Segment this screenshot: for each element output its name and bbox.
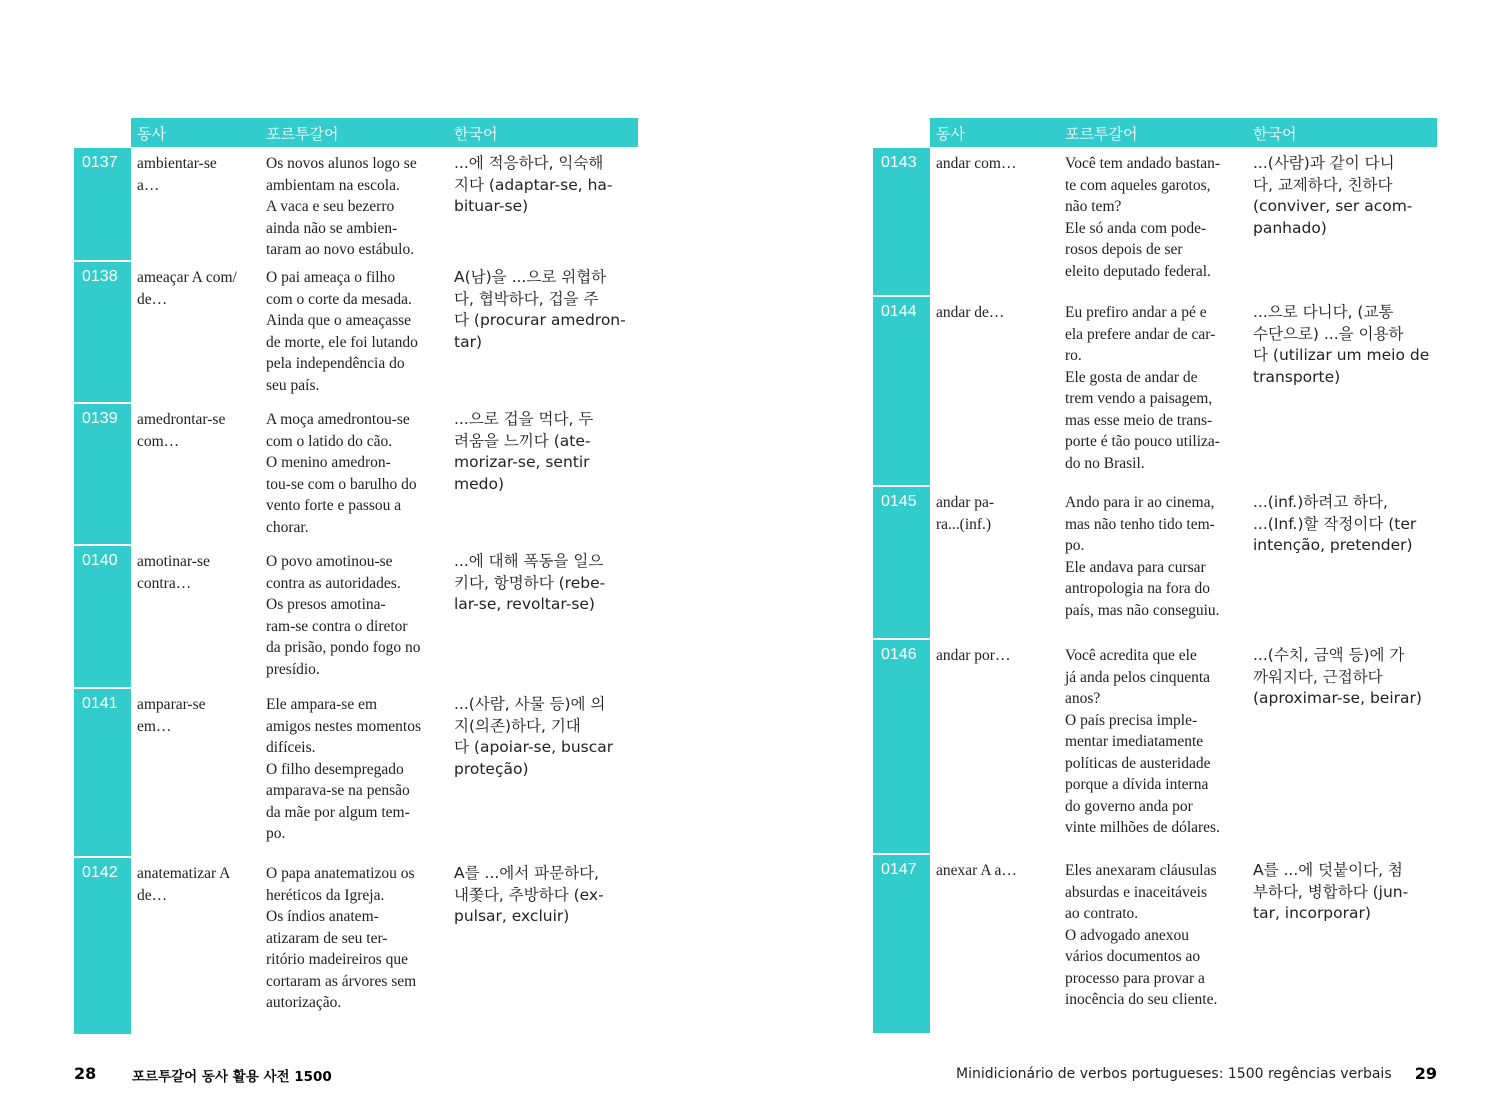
entry-portuguese-example-line: com o corte da mesada. [266, 290, 412, 308]
entry-portuguese-example [1065, 860, 1247, 1011]
entry-portuguese-example [266, 153, 448, 261]
entry-verb [936, 645, 1058, 667]
entry-korean-meaning-line: intenção, pretender) [1253, 536, 1413, 554]
entry-portuguese-example-line: absurdas e inaceitáveis [1065, 883, 1208, 901]
entry-korean-meaning-line: tar, incorporar) [1253, 904, 1371, 922]
entry-portuguese-example-line: A vaca e seu bezerro [266, 198, 395, 215]
entry-korean-meaning [1253, 302, 1435, 388]
entry-portuguese-example-line: Ele ampara-se em [266, 696, 378, 713]
entry-verb-line: andar pa- [936, 494, 995, 511]
entry-korean-meaning-line: pulsar, excluir) [454, 907, 570, 925]
entry-korean-meaning-line: 까워지다, 근접하다 [1253, 667, 1383, 686]
entry-portuguese-example-line: Ele gosta de andar de [1065, 368, 1198, 386]
entry-verb-line: ambientar-se [137, 155, 217, 172]
entry-portuguese-example-line: porte é tão pouco utiliza- [1065, 433, 1220, 450]
entry-row [74, 546, 638, 687]
entry-verb [137, 694, 259, 737]
entry-korean-meaning-line: morizar-se, sentir [454, 453, 590, 471]
entry-korean-meaning-line: 다, 협박하다, 겁을 주 [454, 289, 599, 308]
entry-portuguese-example-line: A moça amedrontou-se [266, 411, 410, 428]
book-title: Minidicionário de verbos portugueses: 1500 regências verbais [956, 1066, 1392, 1082]
page-number: 28 [74, 1064, 97, 1083]
entry-portuguese-example-line: Eu prefiro andar a pé e [1065, 304, 1207, 321]
entry-portuguese-example-line: O país precisa imple- [1065, 711, 1198, 729]
entry-portuguese-example-line: porque a dívida interna [1065, 776, 1209, 793]
entry-portuguese-example [266, 863, 448, 1014]
entry-korean-meaning [1253, 492, 1435, 557]
entry-korean-meaning-line: A(남)을 ...으로 위협하 [454, 268, 607, 286]
entry-portuguese-example-line: antropologia na fora do [1065, 580, 1211, 597]
entry-portuguese-example-line: não tem? [1065, 198, 1122, 215]
entry-portuguese-example [266, 267, 448, 396]
entry-korean-meaning-line: ...(Inf.)할 작정이다 (ter [1253, 514, 1417, 533]
entry-portuguese-example [266, 409, 448, 538]
entry-portuguese-example-line: de morte, ele foi lutando [266, 333, 418, 351]
entry-verb-line: ameaçar A com/ [137, 269, 237, 286]
entry-row [873, 297, 1437, 485]
entry-portuguese-example-line: eleito deputado federal. [1065, 262, 1211, 280]
entry-portuguese-example-line: mentar imediatamente [1065, 733, 1204, 750]
entry-portuguese-example-line: vários documentos ao [1065, 948, 1201, 965]
entry-portuguese-example-line: ela prefere andar de car- [1065, 325, 1216, 343]
entry-portuguese-example-line: O advogado anexou [1065, 926, 1189, 944]
entry-portuguese-example-line: contra as autoridades. [266, 574, 401, 592]
entry-verb [936, 153, 1058, 175]
entry-verb-line: amparar-se [137, 696, 206, 713]
entry-korean-meaning-line: panhado) [1253, 218, 1327, 237]
entry-portuguese-example-line: já anda pelos cinquenta [1065, 668, 1211, 686]
entry-korean-meaning-line: proteção) [454, 759, 529, 778]
entry-verb-line: andar de… [936, 304, 1005, 321]
header-korean: 한국어 [454, 125, 498, 143]
entry-row [873, 487, 1437, 638]
entry-row [74, 262, 638, 402]
entry-korean-meaning [454, 551, 636, 616]
entry-row [74, 404, 638, 544]
entry-verb-line: contra… [137, 574, 192, 592]
entry-portuguese-example-line: chorar. [266, 518, 309, 536]
entry-verb [936, 860, 1058, 882]
entry-number: 0146 [873, 640, 930, 853]
table-header [930, 118, 1437, 147]
header-verb: 동사 [936, 125, 965, 143]
entry-portuguese-example-line: políticas de austeridade [1065, 754, 1211, 772]
entry-korean-meaning-line: 지다 (adaptar-se, ha- [454, 175, 613, 194]
entry-korean-meaning-line: medo) [454, 474, 505, 493]
entry-number: 0139 [74, 404, 131, 544]
entry-portuguese-example-line: autorização. [266, 994, 342, 1011]
entry-portuguese-example [1065, 645, 1247, 839]
entry-portuguese-example-line: Você tem andado bastan- [1065, 155, 1221, 172]
entry-portuguese-example-line: te com aqueles garotos, [1065, 176, 1211, 194]
entry-korean-meaning-line: tar) [454, 332, 482, 351]
entry-portuguese-example-line: difíceis. [266, 739, 316, 756]
entry-korean-meaning-line: 려움을 느끼다 (ate- [454, 431, 591, 450]
entry-verb [137, 409, 259, 452]
entry-korean-meaning-line: ...(사람, 사물 등)에 의 [454, 695, 606, 713]
entry-portuguese-example-line: Os índios anatem- [266, 908, 379, 925]
entry-verb [137, 267, 259, 310]
entry-korean-meaning-line: 수단으로) ...을 이용하 [1253, 324, 1404, 343]
entry-portuguese-example-line: ambientam na escola. [266, 176, 400, 194]
entry-portuguese-example-line: O povo amotinou-se [266, 553, 393, 570]
entry-korean-meaning-line: 부하다, 병합하다 (jun- [1253, 882, 1409, 901]
entry-portuguese-example-line: taram ao novo estábulo. [266, 241, 415, 258]
entry-number: 0144 [873, 297, 930, 485]
entry-portuguese-example-line: amigos nestes momentos [266, 717, 421, 735]
entry-verb-line: em… [137, 717, 172, 735]
entry-portuguese-example [266, 694, 448, 845]
entry-korean-meaning [1253, 645, 1435, 710]
entry-korean-meaning-line: ...에 적응하다, 익숙해 [454, 154, 604, 172]
entry-korean-meaning-line: A를 ...에서 파문하다, [454, 864, 599, 882]
entry-portuguese-example-line: Os novos alunos logo se [266, 155, 417, 172]
entry-verb [936, 492, 1058, 535]
entry-portuguese-example-line: da prisão, pondo fogo no [266, 639, 421, 656]
entry-korean-meaning [454, 267, 636, 353]
entry-portuguese-example-line: processo para provar a [1065, 969, 1205, 987]
entry-korean-meaning-line: 다, 교제하다, 친하다 [1253, 175, 1393, 194]
entry-korean-meaning-line: 다 (utilizar um meio de [1253, 346, 1430, 364]
entry-portuguese-example-line: com o latido do cão. [266, 432, 393, 450]
entry-portuguese-example-line: do no Brasil. [1065, 454, 1145, 472]
entry-portuguese-example-line: vento forte e passou a [266, 497, 402, 514]
entry-portuguese-example-line: Ainda que o ameaçasse [266, 312, 412, 329]
entry-portuguese-example-line: mas esse meio de trans- [1065, 411, 1213, 429]
entry-verb-line: amotinar-se [137, 553, 210, 570]
entry-korean-meaning-line: 다 (apoiar-se, buscar [454, 738, 614, 756]
entry-portuguese-example-line: po. [1065, 537, 1085, 554]
entry-portuguese-example [266, 551, 448, 680]
entry-verb-line: andar por… [936, 647, 1011, 664]
entry-portuguese-example [1065, 492, 1247, 621]
entry-portuguese-example-line: da mãe por algum tem- [266, 803, 410, 821]
entry-row [873, 855, 1437, 1033]
entry-portuguese-example-line: po. [266, 825, 286, 842]
entry-korean-meaning-line: (conviver, ser acom- [1253, 197, 1413, 215]
entry-verb [936, 302, 1058, 324]
entry-portuguese-example-line: O filho desempregado [266, 760, 404, 778]
entry-verb-line: anexar A a… [936, 862, 1017, 879]
entry-korean-meaning [1253, 153, 1435, 239]
entry-korean-meaning-line: ...으로 겁을 먹다, 두 [454, 410, 594, 428]
entry-korean-meaning-line: 다 (procurar amedron- [454, 311, 626, 329]
entry-portuguese-example-line: presídio. [266, 660, 320, 678]
entry-portuguese-example-line: Ele só anda com pode- [1065, 219, 1207, 237]
entry-portuguese-example-line: ro. [1065, 347, 1082, 364]
entry-verb-line: andar com… [936, 155, 1017, 172]
entry-number: 0142 [74, 858, 131, 1034]
entry-korean-meaning-line: lar-se, revoltar-se) [454, 595, 595, 613]
entry-korean-meaning [454, 863, 636, 928]
entry-portuguese-example-line: pela independência do [266, 355, 405, 372]
entry-number: 0140 [74, 546, 131, 687]
entry-korean-meaning-line: 키다, 항명하다 (rebe- [454, 573, 606, 592]
entry-portuguese-example-line: seu país. [266, 376, 320, 394]
entry-portuguese-example-line: ram-se contra o diretor [266, 617, 408, 635]
entry-number: 0138 [74, 262, 131, 402]
entry-portuguese-example-line: atizaram de seu ter- [266, 929, 388, 947]
entry-row [74, 689, 638, 856]
entry-number: 0143 [873, 148, 930, 295]
entry-portuguese-example-line: vinte milhões de dólares. [1065, 819, 1220, 836]
entry-row [873, 640, 1437, 853]
entry-korean-meaning-line: 내쫓다, 추방하다 (ex- [454, 885, 604, 904]
entry-korean-meaning [454, 153, 636, 218]
entry-portuguese-example-line: heréticos da Igreja. [266, 886, 385, 904]
entry-korean-meaning-line: (aproximar-se, beirar) [1253, 689, 1422, 707]
entry-portuguese-example-line: Os presos amotina- [266, 596, 386, 613]
entry-verb-line: com… [137, 432, 180, 450]
entry-number: 0137 [74, 148, 131, 260]
entry-portuguese-example-line: ainda não se ambien- [266, 219, 398, 237]
entry-korean-meaning-line: ...(inf.)하려고 하다, [1253, 493, 1388, 511]
entry-portuguese-example-line: anos? [1065, 690, 1101, 707]
entry-portuguese-example-line: tou-se com o barulho do [266, 475, 417, 493]
entry-portuguese-example-line: ao contrato. [1065, 905, 1139, 922]
entry-number: 0147 [873, 855, 930, 1033]
entry-portuguese-example-line: rosos depois de ser [1065, 241, 1183, 258]
entry-korean-meaning-line: ...으로 다니다, (교통 [1253, 303, 1394, 321]
entry-verb-line: de… [137, 886, 168, 904]
left-footer [74, 1064, 332, 1085]
entry-portuguese-example-line: ritório madeireiros que [266, 951, 409, 968]
entry-portuguese-example-line: Ele andava para cursar [1065, 558, 1206, 576]
entry-row [873, 148, 1437, 295]
entry-verb-line: a… [137, 176, 160, 194]
entry-portuguese-example [1065, 153, 1247, 282]
entry-row [74, 858, 638, 1034]
entry-portuguese-example [1065, 302, 1247, 474]
entry-portuguese-example-line: O menino amedron- [266, 454, 391, 471]
table-header [131, 118, 638, 147]
entry-korean-meaning-line: bituar-se) [454, 197, 529, 215]
entry-korean-meaning-line: A를 ...에 덧붙이다, 첨 [1253, 861, 1403, 879]
header-portuguese: 포르투갈어 [266, 125, 339, 143]
entry-korean-meaning [454, 409, 636, 495]
entry-portuguese-example-line: do governo anda por [1065, 797, 1193, 815]
entry-korean-meaning [454, 694, 636, 780]
entry-verb-line: amedrontar-se [137, 411, 226, 428]
entry-portuguese-example-line: país, mas não conseguiu. [1065, 601, 1220, 619]
entry-portuguese-example-line: inocência do seu cliente. [1065, 991, 1218, 1008]
entry-portuguese-example-line: O papa anatematizou os [266, 865, 415, 882]
entry-verb [137, 863, 259, 906]
entry-portuguese-example-line: Você acredita que ele [1065, 647, 1197, 664]
header-korean: 한국어 [1253, 125, 1297, 143]
book-title: 포르투갈어 동사 활용 사전 1500 [132, 1069, 332, 1085]
entry-verb [137, 153, 259, 196]
header-verb: 동사 [137, 125, 166, 143]
page-number: 29 [1414, 1064, 1437, 1083]
entry-korean-meaning-line: ...(사람)과 같이 다니 [1253, 154, 1395, 172]
entry-portuguese-example-line: mas não tenho tido tem- [1065, 515, 1215, 533]
entry-korean-meaning-line: 지(의존)하다, 기대 [454, 716, 581, 735]
entry-row [74, 148, 638, 260]
entry-verb-line: ra...(inf.) [936, 515, 992, 533]
entry-verb-line: de… [137, 290, 168, 308]
entry-portuguese-example-line: Eles anexaram cláusulas [1065, 862, 1217, 879]
entry-portuguese-example-line: amparava-se na pensão [266, 782, 410, 799]
entry-portuguese-example-line: Ando para ir ao cinema, [1065, 494, 1215, 511]
entry-portuguese-example-line: trem vendo a paisagem, [1065, 390, 1213, 407]
entry-number: 0141 [74, 689, 131, 856]
entry-korean-meaning [1253, 860, 1435, 925]
entry-korean-meaning-line: ...(수치, 금액 등)에 가 [1253, 646, 1405, 664]
entry-verb-line: anatematizar A [137, 865, 231, 882]
header-portuguese: 포르투갈어 [1065, 125, 1138, 143]
entry-verb [137, 551, 259, 594]
entry-portuguese-example-line: O pai ameaça o filho [266, 269, 396, 286]
entry-korean-meaning-line: transporte) [1253, 367, 1341, 386]
entry-number: 0145 [873, 487, 930, 638]
entry-korean-meaning-line: ...에 대해 폭동을 일으 [454, 552, 604, 570]
entry-portuguese-example-line: cortaram as árvores sem [266, 972, 417, 990]
